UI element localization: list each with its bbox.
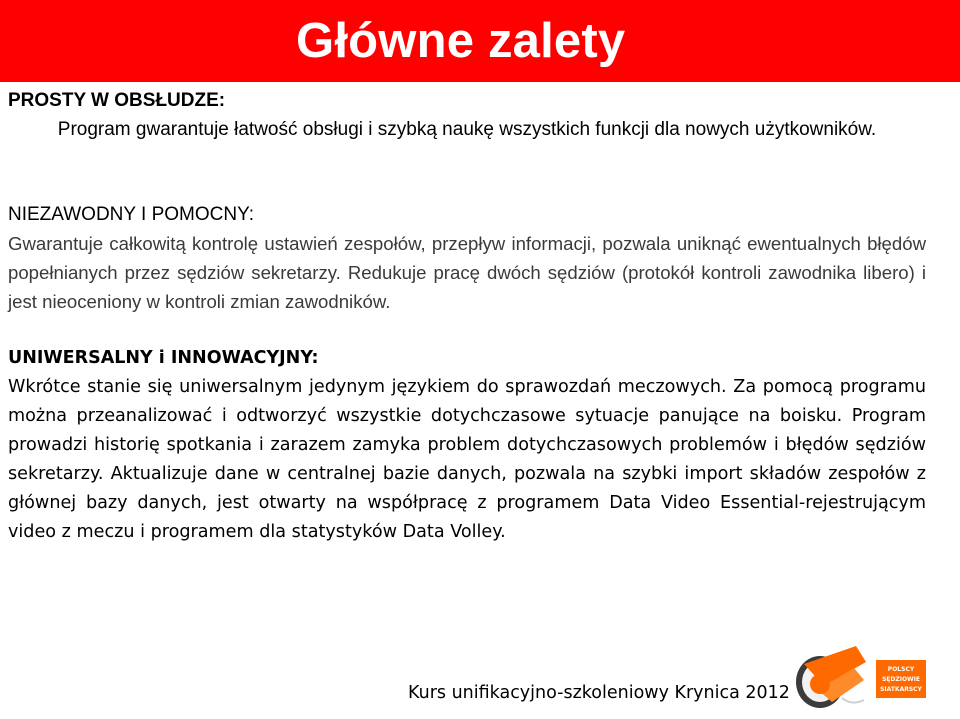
section-heading: UNIWERSALNY i INNOWACYJNY: — [8, 348, 319, 368]
section-text: Gwarantuje całkowitą kontrolę ustawień zespołów, przepływ informacji, pozwala uniknąć ewentualnych błędów popełnianych przez sędziów sekretarzy. Redukuje pracę dwóch sędziów (protokół kontroli zawodnika libero) i jest nieoceniony w kontroli zmian zawodników. — [8, 233, 926, 312]
section-text: Program gwarantuje łatwość obsługi i szybką naukę wszystkich funkcji dla nowych użytkowników. — [57, 119, 877, 140]
footer-text: Kurs unifikacyjno-szkoleniowy Krynica 2012 — [408, 683, 790, 703]
logo-text-line: SĘDZIOWIE — [881, 676, 921, 683]
logo-text-line: POLSCY — [887, 666, 915, 673]
whistle-icon — [792, 636, 940, 714]
logo-text-line: SIATKARSCY — [880, 686, 922, 693]
title-banner — [0, 0, 960, 82]
section-text: Wkrótce stanie się uniwersalnym jedynym językiem do sprawozdań meczowych. Za pomocą programu można przeanalizować i odtworzyć wszystkie dotychczasowe sytuacje panujące na boisku. Program prowadzi historię spotkania i zarazem zamyka problem dotychczasowych problemów i błędów sędziów sekretarzy. Aktualizuje dane w centralnej bazie danych, pozwala na szybki import składów zespołów z głównej bazy danych, jest otwarty na współpracę z programem Data Video Essential-rejestrującym video z meczu i programem dla statystyków Data Volley. — [8, 377, 926, 542]
section-heading: NIEZAWODNY I POMOCNY: — [8, 204, 254, 225]
section-heading: PROSTY W OBSŁUDZE: — [8, 90, 226, 111]
section-reliable — [8, 200, 926, 316]
section-universal — [8, 344, 926, 547]
referees-logo — [792, 636, 940, 714]
page-title: Główne zalety — [296, 14, 626, 68]
section-easy-to-use — [8, 86, 926, 144]
